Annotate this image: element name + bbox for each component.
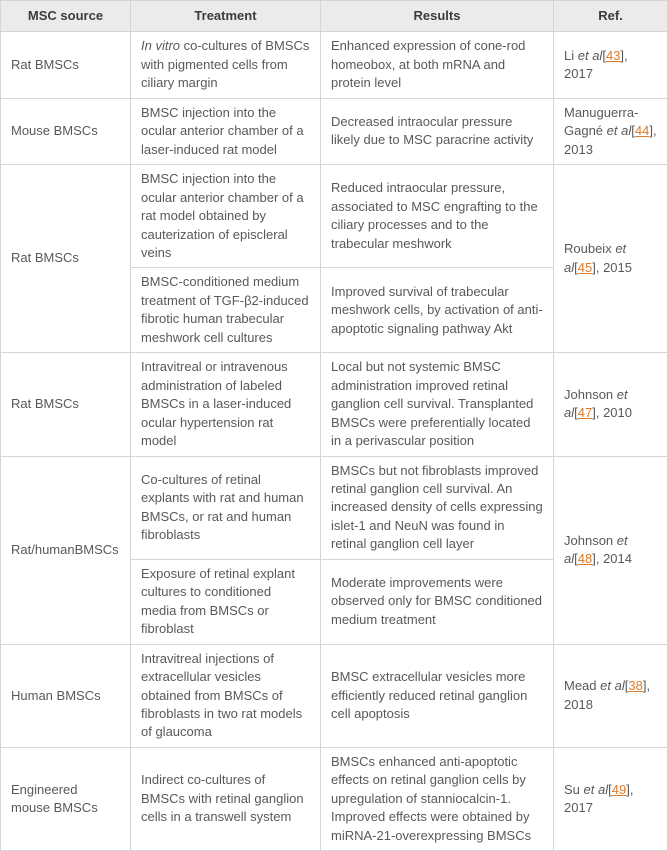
treatment-text-italic: In vitro [141, 38, 180, 53]
ref-et-al: et al [600, 678, 625, 693]
ref-et-al: et al [564, 387, 628, 420]
ref-author: Roubeix [564, 241, 612, 256]
results-cell: BMSCs enhanced anti-apoptotic effects on retinal ganglion cells by upregulation of stanniocalcin-1. Improved effects were obtained by miRNA-21-overexpressing BMSCs [321, 747, 554, 850]
source-cell: Rat BMSCs [1, 32, 131, 98]
table-row [1, 98, 667, 164]
source-cell: Rat BMSCs [1, 353, 131, 456]
results-cell: Enhanced expression of cone-rod homeobox, at both mRNA and protein level [321, 32, 554, 98]
results-cell: Moderate improvements were observed only for BMSC conditioned medium treatment [321, 559, 554, 644]
ref-cell: Roubeix et al[45], 2015 [554, 165, 667, 353]
treatment-text: BMSC injection into the ocular anterior chamber of a rat model obtained by cauterization of episcleral veins [141, 171, 304, 260]
ref-cell: Su et al[49], 2017 [554, 747, 667, 850]
table-row [1, 456, 667, 559]
results-cell: Reduced intraocular pressure, associated to MSC engrafting to the ciliary processes and to the trabecular meshwork [321, 165, 554, 268]
ref-link[interactable]: 44 [635, 123, 649, 138]
ref-et-al: et al [584, 782, 609, 797]
treatment-cell [131, 644, 321, 747]
ref-link[interactable]: 47 [578, 405, 592, 420]
ref-link[interactable]: 45 [578, 260, 592, 275]
ref-year: 2010 [603, 405, 632, 420]
source-cell: Mouse BMSCs [1, 98, 131, 164]
treatment-text: Indirect co-cultures of BMSCs with retinal ganglion cells in a transwell system [141, 772, 304, 824]
treatment-cell [131, 268, 321, 353]
treatment-cell [131, 165, 321, 268]
treatment-text: Intravitreal or intravenous administration of labeled BMSCs in a laser-induced ocular hypertension rat model [141, 359, 291, 448]
ref-year: 2014 [603, 551, 632, 566]
column-header-results: Results [321, 1, 554, 32]
column-header-ref: Ref. [554, 1, 667, 32]
ref-link[interactable]: 48 [578, 551, 592, 566]
treatment-text: BMSC-conditioned medium treatment of TGF-β2-induced fibrotic human trabecular meshwork cell cultures [141, 274, 309, 344]
treatment-cell [131, 98, 321, 164]
treatment-cell [131, 32, 321, 98]
table-header [1, 1, 667, 32]
ref-et-al: et al [564, 241, 626, 274]
table-row [1, 644, 667, 747]
table-row [1, 353, 667, 456]
ref-link[interactable]: 49 [612, 782, 626, 797]
column-header-msc-source: MSC source [1, 1, 131, 32]
source-cell: Engineered mouse BMSCs [1, 747, 131, 850]
ref-author: Johnson [564, 387, 613, 402]
ref-author: Mead [564, 678, 597, 693]
ref-link[interactable]: 38 [628, 678, 642, 693]
ref-year: 2017 [564, 66, 593, 81]
ref-et-al: et al [607, 123, 632, 138]
results-cell: BMSCs but not fibroblasts improved retinal ganglion cell survival. An increased density of cells expressing islet-1 and NeuN was found in retinal ganglion cell layer [321, 456, 554, 559]
ref-author: Li [564, 48, 574, 63]
ref-cell: Mead et al[38], 2018 [554, 644, 667, 747]
ref-author: Johnson [564, 533, 613, 548]
treatment-text: Intravitreal injections of extracellular vesicles obtained from BMSCs of fibroblasts in two rat models of glaucoma [141, 651, 302, 740]
ref-link[interactable]: 43 [606, 48, 620, 63]
ref-year: 2018 [564, 697, 593, 712]
ref-et-al: et al [578, 48, 603, 63]
table-row [1, 747, 667, 850]
source-cell: Rat BMSCs [1, 165, 131, 353]
table-body [1, 32, 667, 851]
header-row [1, 1, 667, 32]
source-cell: Human BMSCs [1, 644, 131, 747]
treatment-text: Co-cultures of retinal explants with rat and human BMSCs, or rat and human fibroblasts [141, 472, 304, 542]
treatment-text: co-cultures of BMSCs with pigmented cells from ciliary margin [141, 38, 309, 90]
treatment-cell [131, 456, 321, 559]
results-cell: Decreased intraocular pressure likely due to MSC paracrine activity [321, 98, 554, 164]
results-cell: Improved survival of trabecular meshwork cells, by activation of anti-apoptotic signaling pathway Akt [321, 268, 554, 353]
ref-cell: Li et al[43], 2017 [554, 32, 667, 98]
treatment-cell [131, 353, 321, 456]
results-cell: BMSC extracellular vesicles more efficiently reduced retinal ganglion cell apoptosis [321, 644, 554, 747]
ref-author: Su [564, 782, 580, 797]
column-header-treatment: Treatment [131, 1, 321, 32]
ref-year: 2013 [564, 142, 593, 157]
treatment-text: BMSC injection into the ocular anterior chamber of a laser-induced rat model [141, 105, 304, 157]
ref-cell: Johnson et al[47], 2010 [554, 353, 667, 456]
ref-year: 2017 [564, 800, 593, 815]
results-cell: Local but not systemic BMSC administration improved retinal ganglion cell survival. Transplanted BMSCs were preferentially located in a perivascular position [321, 353, 554, 456]
ref-year: 2015 [603, 260, 632, 275]
ref-author: Manuguerra-Gagné [564, 105, 638, 138]
table-row [1, 165, 667, 268]
treatment-cell [131, 747, 321, 850]
source-cell: Rat/humanBMSCs [1, 456, 131, 644]
table-row [1, 32, 667, 98]
treatment-text: Exposure of retinal explant cultures to conditioned media from BMSCs or fibroblast [141, 566, 295, 636]
ref-cell: Manuguerra-Gagné et al[44], 2013 [554, 98, 667, 164]
treatment-cell [131, 559, 321, 644]
ref-et-al: et al [564, 533, 628, 566]
ref-cell: Johnson et al[48], 2014 [554, 456, 667, 644]
